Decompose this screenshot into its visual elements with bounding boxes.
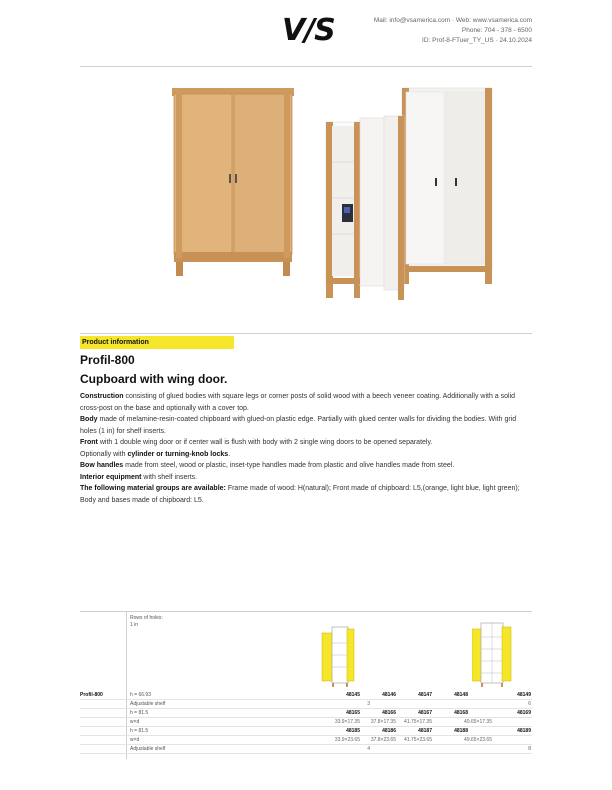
shelf-count: 3 [367, 701, 370, 707]
shelf-count: 6 [528, 701, 531, 707]
product-description [80, 391, 532, 506]
table-row: w×d 33.9×23.65 37.8×23.65 41.75×23.65 49.65×23.65 [80, 736, 532, 745]
table-row: Adjustable shelf 3 6 [80, 700, 532, 709]
handles-paragraph: Bow handles made from steel, wood or plastic, inset-type handles made from plastic and olive handles made from steel. [80, 462, 455, 469]
article-number[interactable]: 48185 [346, 728, 360, 734]
article-number[interactable]: 48145 [346, 692, 360, 698]
article-number[interactable]: 48166 [382, 710, 396, 716]
article-number[interactable]: 48148 [454, 692, 468, 698]
dimensions-value: 49.65×17.35 [464, 719, 492, 725]
article-number[interactable]: 48165 [346, 710, 360, 716]
table-row: Adjustable shelf 4 8 [80, 745, 532, 754]
dimensions-value: 37.8×17.35 [370, 719, 396, 725]
body-paragraph: Body made of melamine-resin-coated chipboard with glued-on plastic edge. Partially with glued center walls for dividing the bodies. With grid holes (1 in) for shelf inserts. [80, 416, 517, 435]
contact-mail-web: Mail: info@vsamerica.com · Web: www.vsamerica.com [373, 17, 532, 24]
product-model: Profil-800 [80, 353, 135, 367]
shelf-count: 8 [528, 746, 531, 752]
cupboard-thumbnail-narrow [320, 625, 356, 687]
dimensions-value: 41.75×17.35 [404, 719, 432, 725]
front-paragraph: Front with 1 double wing door or if center wall is flush with body with 2 single wing doors to be opened separately. [80, 439, 433, 446]
article-number[interactable]: 48189 [517, 728, 531, 734]
dimensions-value: 33.9×17.35 [334, 719, 360, 725]
article-number[interactable]: 48149 [517, 692, 531, 698]
interior-paragraph: Interior equipment with shelf inserts. [80, 473, 198, 481]
table-row: Profil-800 h = 66.93 48145 48146 48147 48148 48149 [80, 692, 531, 698]
lock-options-paragraph: Optionally with cylinder or turning-knob locks. [80, 450, 231, 458]
article-number[interactable]: 48169 [517, 710, 531, 716]
section-label: Product information [80, 336, 234, 349]
dimensions-value: 33.9×23.65 [334, 737, 360, 743]
construction-paragraph: Construction consisting of glued bodies with square legs or corner posts of solid wood with a beech veneer coating. Additionally with a solid cross-post on the base and optionally with a cover top. [80, 393, 516, 412]
dimensions-value: 49.65×23.65 [464, 737, 492, 743]
table-top-border [80, 611, 532, 612]
contact-phone: Phone: 704 - 378 - 6500 [461, 27, 532, 34]
dimensions-value: 41.75×23.65 [404, 737, 432, 743]
article-number[interactable]: 48188 [454, 728, 468, 734]
article-number[interactable]: 48146 [382, 692, 396, 698]
product-photo-beech-cupboard [170, 86, 296, 276]
table-row: h = 81.5 48185 48186 48187 48188 48189 [80, 727, 532, 736]
product-photo-white-cupboards [318, 86, 498, 300]
section-divider [80, 333, 532, 334]
table-row: w×d 33.9×17.35 37.8×17.35 41.75×17.35 49.65×17.35 [80, 718, 532, 727]
contact-info [374, 16, 532, 46]
product-subtitle: Cupboard with wing door. [80, 372, 228, 386]
article-number[interactable]: 48147 [418, 692, 432, 698]
shelf-count: 4 [367, 746, 370, 752]
holes-label: Rows of holes: 1 in [130, 615, 163, 628]
article-number[interactable]: 48168 [454, 710, 468, 716]
table-row: h = 81.5 48165 48166 48167 48168 48169 [80, 709, 532, 718]
cupboard-thumbnail-wide [472, 621, 512, 687]
header-divider [80, 66, 532, 67]
article-number[interactable]: 48186 [382, 728, 396, 734]
article-number[interactable]: 48187 [418, 728, 432, 734]
brand-logo: V/S [282, 13, 335, 48]
materials-paragraph: The following material groups are available: Frame made of wood: H(natural); Front made of chipboard: L5,(orange, light blue, light green); Body and bases made of chipboard: L5. [80, 485, 520, 504]
dimensions-value: 37.8×23.65 [370, 737, 396, 743]
document-id: ID: Prof-8-FTuer_TY_US · 24.10.2024 [422, 37, 532, 44]
article-number[interactable]: 48167 [418, 710, 432, 716]
